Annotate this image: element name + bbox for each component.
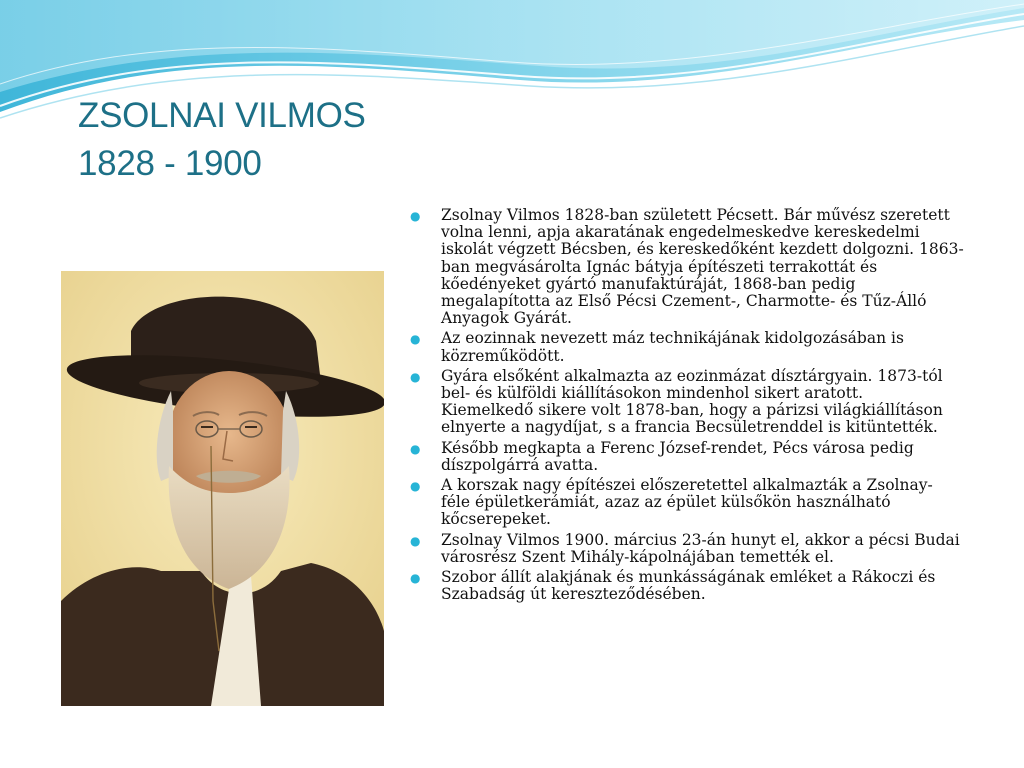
bullet-dot-icon: ● [410,332,421,347]
bullet-item [407,207,967,327]
bullet-text: Zsolnay Vilmos 1828-ban született Pécsett. Bár művész szeretett volna lenni, apja akaratának engedelmeskedve kereskedelmi iskolát végzett Bécsben, és kereskedőként kezdett dolgozni. 1863- ban megvásárolta Ignác bátyja építészeti terrakottát és kőedényeket gyártó manufaktúráját, 1868-ban pedig megalapította az Első Pécsi Czement-, Charmotte- és Tűz-Álló Anyagok Gyárát. [441,206,964,328]
bullet-item [407,569,967,603]
bullet-item [407,532,967,566]
title-years: 1828 - 1900 [78,144,262,183]
bullet-item [407,330,967,364]
bullet-dot-icon: ● [410,209,421,223]
bullet-text: Később megkapta a Ferenc József-rendet, Pécs városa pedig díszpolgárrá avatta. [441,438,914,474]
bullet-dot-icon: ● [410,533,421,548]
bullet-item [407,368,967,437]
portrait-photo [61,271,384,706]
bullet-text: Gyára elsőként alkalmazta az eozinmázat dísztárgyain. 1873-tól bel- és külföldi kiállításokon mindenhol sikert aratott. Kiemelkedő sikere volt 1878-ban, hogy a párizsi világkiállításon elnyerte a nagydíjat, s a francia Becsületrenddel is kitüntették. [441,366,943,437]
bullet-dot-icon: ● [410,441,421,456]
bullet-text: A korszak nagy építészei előszeretettel alkalmazták a Zsolnay- féle épületkerámiát, azaz az épület külsőkön használható kőcserepeket. [441,476,933,529]
bullet-item [407,477,967,529]
bullet-text: Az eozinnak nevezett máz technikájának kidolgozásában is közreműködött. [441,329,904,365]
bullet-dot-icon: ● [410,571,421,586]
slide-title [78,92,366,188]
bullet-item [407,440,967,474]
bullet-dot-icon: ● [410,369,421,384]
bullet-list [407,207,967,606]
title-name: ZSOLNAI VILMOS [78,96,366,135]
bullet-text: Szobor állít alakjának és munkásságának emléket a Rákoczi és Szabadság út kereszteződésében. [441,568,936,604]
bullet-dot-icon: ● [410,479,421,494]
bullet-text: Zsolnay Vilmos 1900. március 23-án hunyt el, akkor a pécsi Budai városrész Szent Mihály-kápolnájában temették el. [441,530,960,566]
